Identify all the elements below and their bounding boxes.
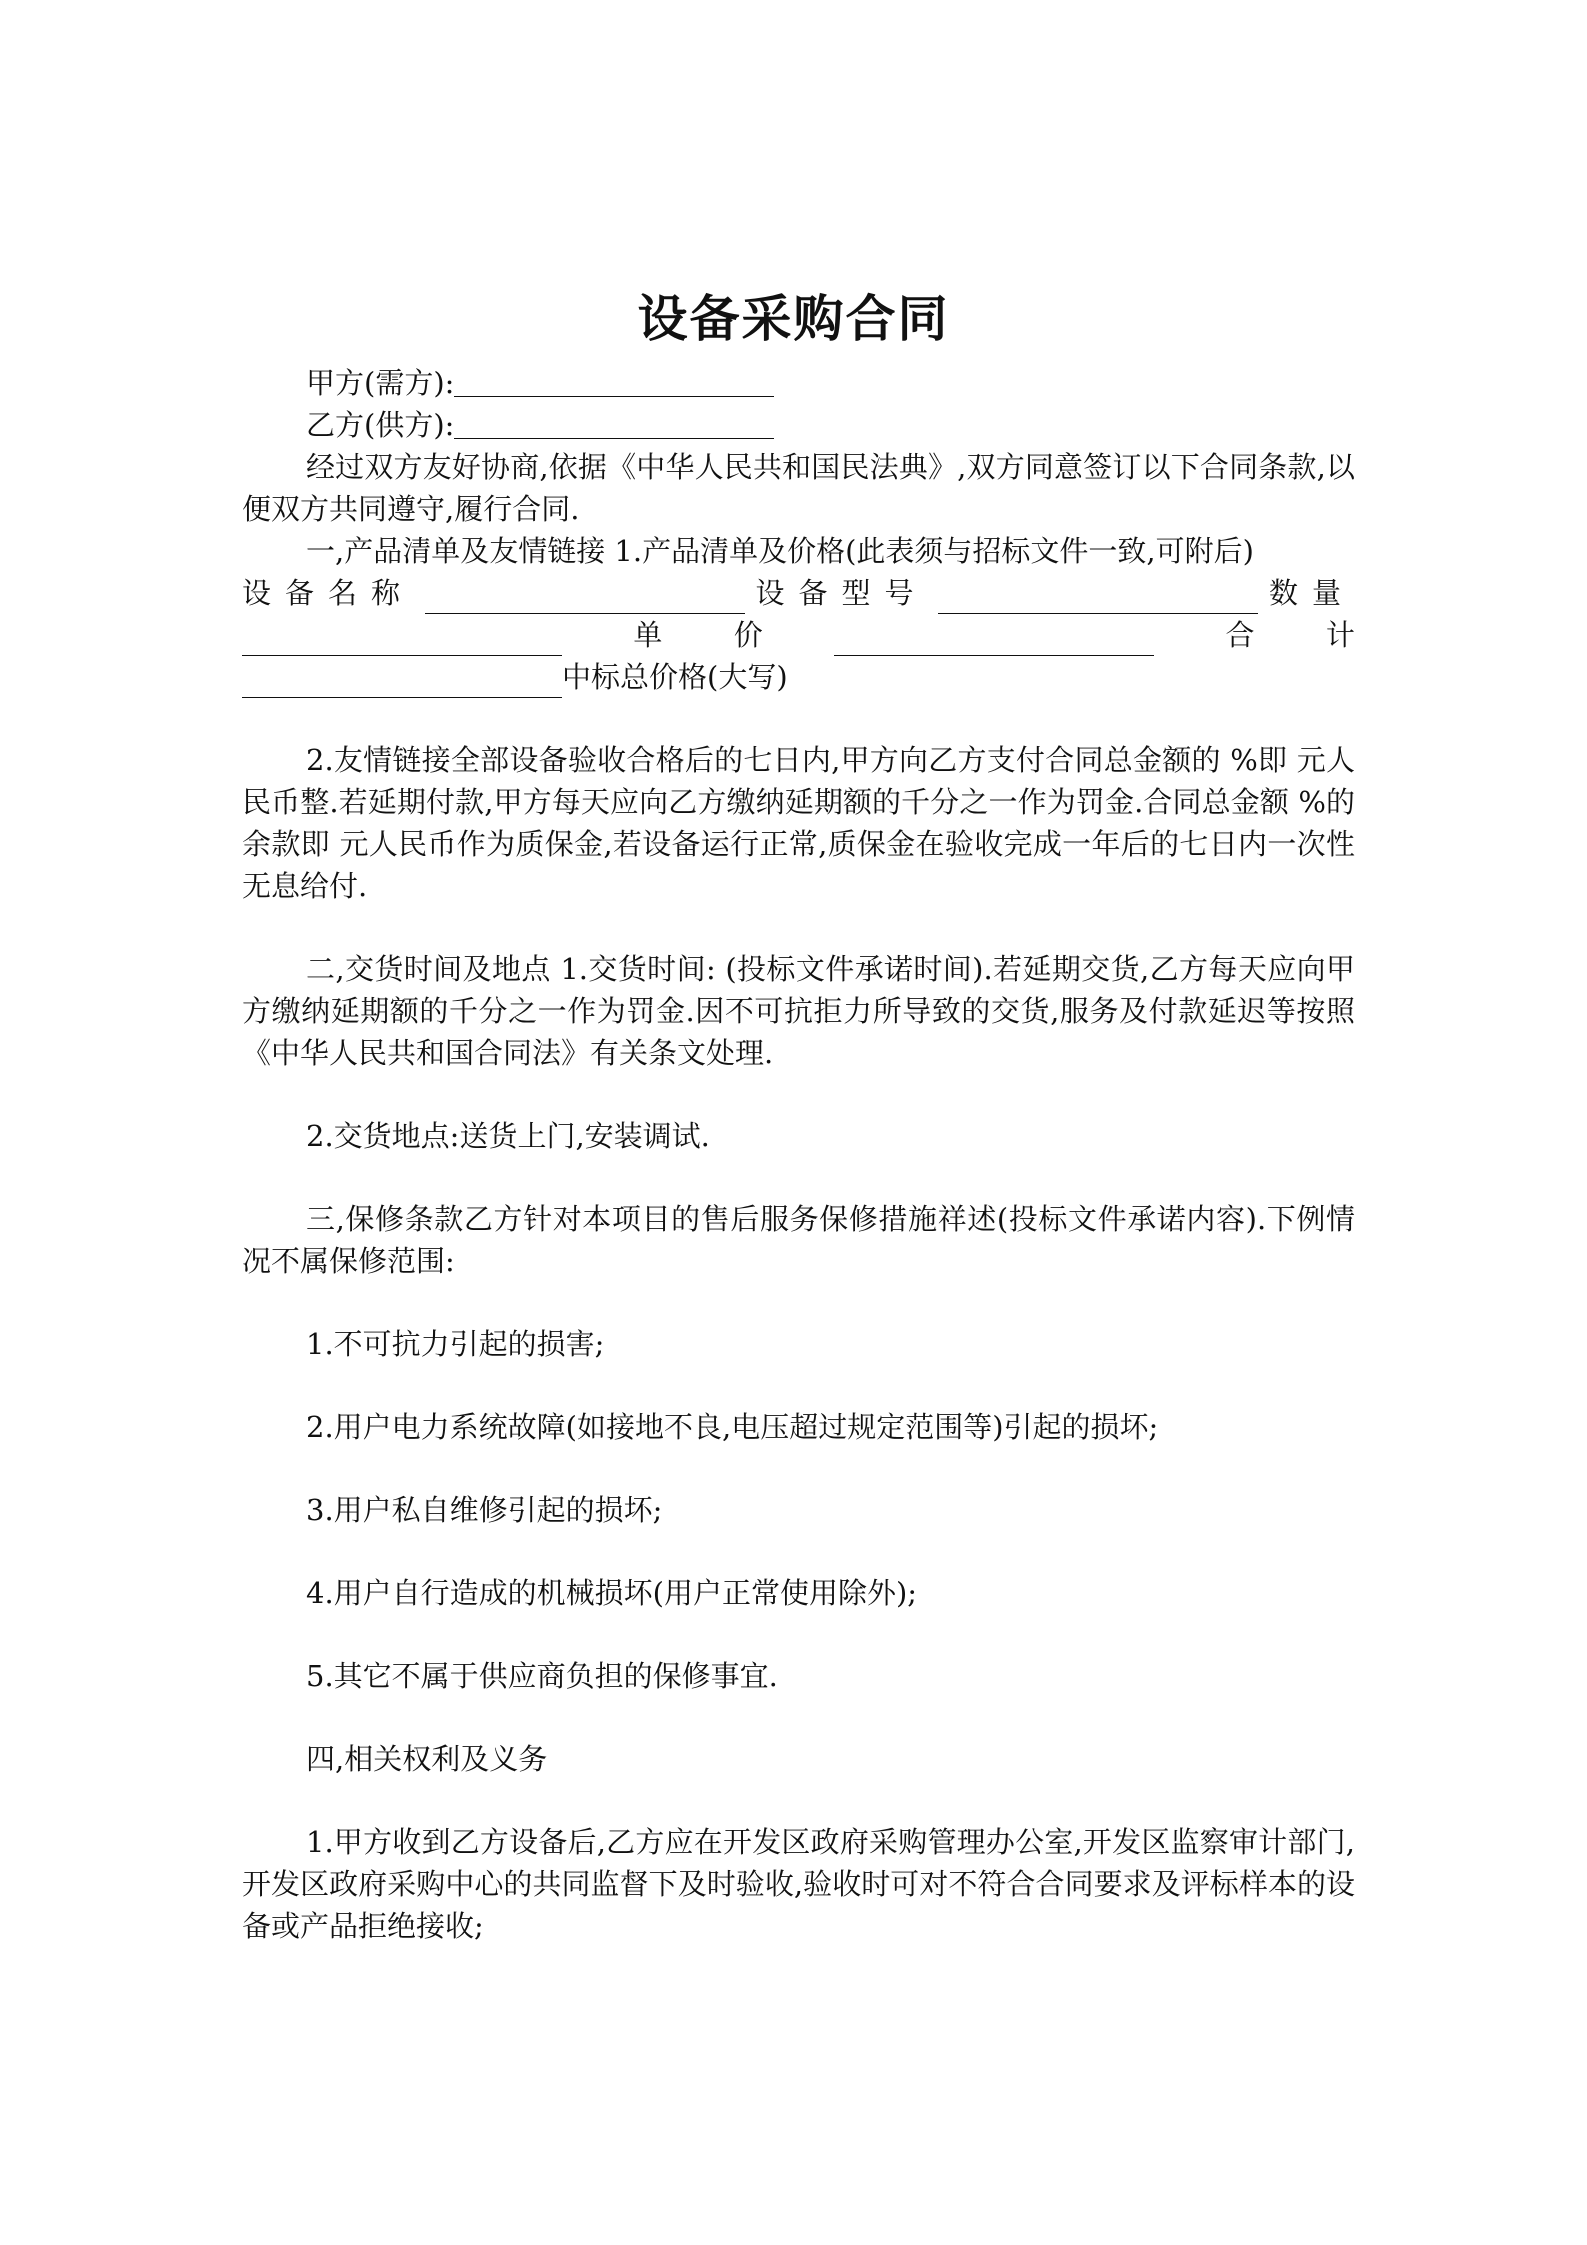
delivery-place-paragraph: 2.交货地点:送货上门,安装调试. bbox=[306, 1119, 710, 1153]
product-row-3 bbox=[242, 656, 1355, 698]
document-title: 设备采购合同 bbox=[637, 290, 950, 348]
intro-paragraph: 经过双方友好协商,依据《中华人民共和国民法典》,双方同意签订以下合同条款,以便双方共同遵守,履行合同. bbox=[242, 450, 1355, 526]
party-b-line bbox=[242, 404, 1355, 446]
party-a-label: 甲方(需方): bbox=[306, 366, 455, 400]
equipment-name-label: 设备名称 bbox=[242, 576, 415, 610]
total-label-b: 计 bbox=[1325, 618, 1355, 652]
section4-heading: 四,相关权利及义务 bbox=[306, 1742, 548, 1776]
quantity-label: 数量 bbox=[1268, 576, 1355, 610]
party-b-blank bbox=[454, 408, 774, 439]
party-b-label: 乙方(供方): bbox=[306, 408, 455, 442]
section4-item1: 1.甲方收到乙方设备后,乙方应在开发区政府采购管理办公室,开发区监察审计部门,开发区政府采购中心的共同监督下及时验收,验收时可对不符合合同要求及评标样本的设备或产品拒绝接收; bbox=[242, 1825, 1355, 1943]
unit-price-label-a: 单 bbox=[633, 618, 663, 652]
equipment-model-blank bbox=[938, 583, 1258, 614]
product-row-1 bbox=[242, 572, 1355, 614]
equipment-model-label: 设备型号 bbox=[755, 576, 928, 610]
total-label-a: 合 bbox=[1225, 618, 1255, 652]
product-row-2 bbox=[242, 614, 1355, 656]
party-a-line bbox=[242, 362, 1355, 404]
warranty-exclusion-item: 4.用户自行造成的机械损坏(用户正常使用除外); bbox=[306, 1576, 918, 1610]
payment-paragraph: 2.友情链接全部设备验收合格后的七日内,甲方向乙方支付合同总金额的 %即 元人民币整.若延期付款,甲方每天应向乙方缴纳延期额的千分之一作为罚金.合同总金额 %的余款即 元人民币作为质保金,若设备运行正常,质保金在验收完成一年后的七日内一次性无息给付. bbox=[242, 743, 1355, 903]
total-blank bbox=[242, 667, 562, 698]
document-body bbox=[242, 362, 1355, 1947]
warranty-exclusion-item: 2.用户电力系统故障(如接地不良,电压超过规定范围等)引起的损坏; bbox=[306, 1410, 1159, 1444]
section3-heading: 三,保修条款乙方针对本项目的售后服务保修措施祥述(投标文件承诺内容).下例情况不属保修范围: bbox=[242, 1202, 1355, 1278]
party-a-blank bbox=[454, 366, 774, 397]
unit-price-blank bbox=[834, 625, 1154, 656]
section1-heading: 一,产品清单及友情链接 1.产品清单及价格(此表须与招标文件一致,可附后) bbox=[306, 534, 1254, 568]
bid-total-label: 中标总价格(大写) bbox=[562, 660, 788, 694]
warranty-exclusion-item: 1.不可抗力引起的损害; bbox=[306, 1327, 605, 1361]
quantity-blank bbox=[242, 625, 562, 656]
delivery-time-paragraph: 二,交货时间及地点 1.交货时间: (投标文件承诺时间).若延期交货,乙方每天应向甲方缴纳延期额的千分之一作为罚金.因不可抗拒力所导致的交货,服务及付款延迟等按照《中华人民共和国合同法》有关条文处理. bbox=[242, 952, 1355, 1070]
warranty-exclusion-item: 3.用户私自维修引起的损坏; bbox=[306, 1493, 663, 1527]
equipment-name-blank bbox=[425, 583, 745, 614]
warranty-exclusion-item: 5.其它不属于供应商负担的保修事宜. bbox=[306, 1659, 778, 1693]
unit-price-label-b: 价 bbox=[733, 618, 763, 652]
